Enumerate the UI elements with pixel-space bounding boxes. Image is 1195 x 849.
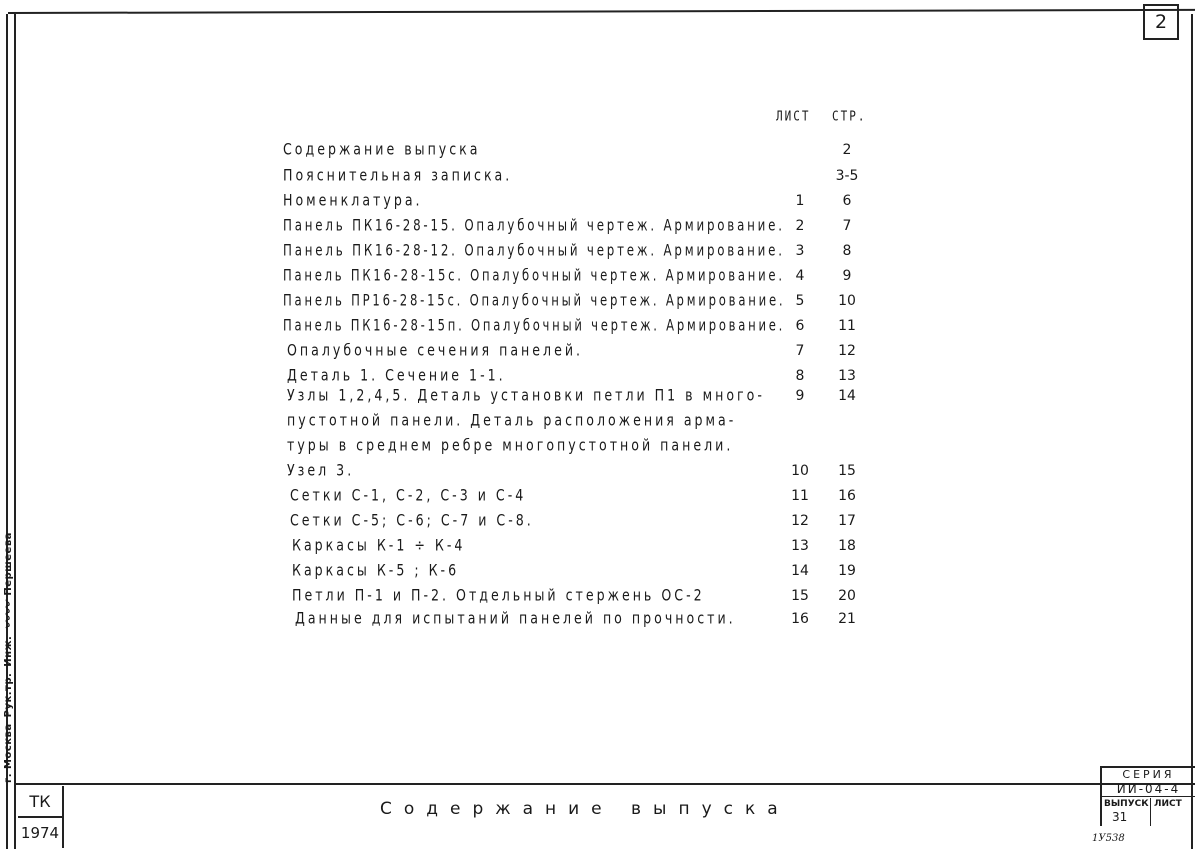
contents-page-number: 17: [838, 513, 856, 529]
contents-title: Опалубочные сечения панелей.: [287, 341, 584, 361]
contents-title: Узел 3.: [287, 461, 355, 481]
contents-row: [0, 193, 1195, 217]
frame-bottom-line: [16, 783, 1195, 785]
contents-row: [0, 343, 1195, 367]
contents-row: [0, 318, 1195, 342]
side-city: г. Москва: [2, 723, 14, 783]
issue-value: 31: [1112, 810, 1128, 824]
contents-row: [0, 243, 1195, 267]
sheet-title: Содержание выпуска: [380, 799, 790, 819]
contents-sheet-number: 10: [791, 463, 809, 479]
side-name: Першеева: [2, 532, 14, 596]
contents-title: Каркасы К-5 ; К-6: [292, 561, 460, 581]
contents-page-number: 20: [838, 588, 856, 604]
approval-side-strip: [0, 400, 16, 783]
contents-row: [0, 538, 1195, 562]
contents-title: Панель ПК16-28-12. Опалубочный чертеж. Армирование.: [283, 241, 785, 261]
contents-title: Узлы 1,2,4,5. Деталь установки петли П1 в много-: [287, 386, 765, 406]
contents-title: Панель ПК16-28-15. Опалубочный чертеж. Армирование.: [283, 216, 785, 236]
frame-top-line: [8, 9, 1195, 14]
contents-row: [0, 268, 1195, 292]
contents-sheet-number: 15: [791, 588, 809, 604]
contents-sheet-number: 11: [791, 488, 809, 504]
contents-title: пустотной панели. Деталь расположения арма-: [287, 411, 737, 431]
page-number-box: [1143, 4, 1179, 40]
contents-sheet-number: 12: [791, 513, 809, 529]
contents-row: [0, 388, 1195, 412]
contents-title: Каркасы К-1 ÷ К-4: [292, 536, 466, 556]
contents-page-number: 19: [838, 563, 856, 579]
contents-page-number: 18: [838, 538, 856, 554]
contents-sheet-number: 4: [795, 268, 805, 284]
contents-title: Панель ПК16-28-15п. Опалубочный чертеж. Армирование.: [283, 316, 786, 336]
contents-page-number: 10: [838, 293, 856, 309]
contents-sheet-number: 16: [791, 611, 809, 627]
contents-row: [0, 218, 1195, 242]
contents-row: [0, 563, 1195, 587]
contents-page-number: 12: [838, 343, 856, 359]
series-label: СЕРИЯ: [1122, 768, 1175, 781]
issue-label: ВЫПУСК: [1104, 799, 1149, 809]
contents-page-number: 9: [842, 268, 852, 284]
contents-row: [0, 142, 1195, 166]
contents-page-number: 2: [842, 142, 852, 158]
contents-page-number: 8: [842, 243, 852, 259]
contents-sheet-number: 2: [795, 218, 805, 234]
title-block: [1100, 766, 1195, 826]
side-role-1: Рук.тр.: [2, 672, 14, 718]
contents-title: Пояснительная записка.: [283, 166, 513, 186]
contents-sheet-number: 13: [791, 538, 809, 554]
sheet-label: ЛИСТ: [1154, 799, 1182, 809]
contents-sheet-number: 6: [795, 318, 805, 334]
contents-row: [0, 413, 1195, 437]
column-header-sheet: ЛИСТ: [776, 108, 811, 125]
contents-row: [0, 488, 1195, 512]
series-value: ИИ-04-4: [1102, 782, 1195, 797]
contents-page-number: 3-5: [835, 168, 859, 184]
contents-page-number: 16: [838, 488, 856, 504]
title-block-divider: [1150, 798, 1151, 826]
contents-row: [0, 293, 1195, 317]
contents-title: Сетки С-1, С-2, С-3 и С-4: [290, 486, 527, 506]
contents-title: Номенклатура.: [283, 191, 423, 211]
column-header-page: СТР.: [832, 108, 867, 125]
contents-title: Петли П-1 и П-2. Отдельный стержень ОС-2: [292, 586, 705, 606]
contents-sheet-number: 3: [795, 243, 805, 259]
contents-page-number: 15: [838, 463, 856, 479]
contents-sheet-number: 5: [795, 293, 805, 309]
stamp-year: 1974: [18, 818, 64, 848]
contents-title: туры в среднем ребре многопустотной панели.: [287, 436, 734, 456]
contents-page-number: 6: [842, 193, 852, 209]
contents-page-number: 13: [838, 368, 856, 384]
contents-sheet-number: 1: [795, 193, 805, 209]
contents-page-number: 21: [838, 611, 856, 627]
page-number: 2: [1154, 11, 1168, 33]
contents-page-number: 11: [838, 318, 856, 334]
contents-title: Содержание выпуска: [283, 140, 481, 160]
contents-sheet-number: 8: [795, 368, 805, 384]
contents-sheet-number: 9: [795, 388, 805, 404]
contents-page-number: 14: [838, 388, 856, 404]
signature-mark: 〰〰: [1, 601, 17, 630]
contents-sheet-number: 14: [791, 563, 809, 579]
contents-row: [0, 168, 1195, 192]
contents-row: [0, 438, 1195, 462]
contents-row: [0, 611, 1195, 635]
contents-row: [0, 588, 1195, 612]
contents-title: Панель ПР16-28-15с. Опалубочный чертеж. Армирование.: [283, 291, 786, 311]
contents-page-number: 7: [842, 218, 852, 234]
contents-title: Сетки С-5; С-6; С-7 и С-8.: [290, 511, 534, 531]
contents-sheet-number: 7: [795, 343, 805, 359]
stamp-organization: ТК: [18, 786, 64, 818]
contents-title: Данные для испытаний панелей по прочности.: [295, 609, 736, 629]
contents-title: Панель ПК16-28-15с. Опалубочный чертеж. Армирование.: [283, 266, 785, 286]
inventory-number: 1У538: [1092, 833, 1125, 844]
side-role-2: Инж.: [2, 635, 14, 667]
contents-row: [0, 513, 1195, 537]
contents-row: [0, 463, 1195, 487]
contents-title: Деталь 1. Сечение 1-1.: [287, 366, 506, 386]
